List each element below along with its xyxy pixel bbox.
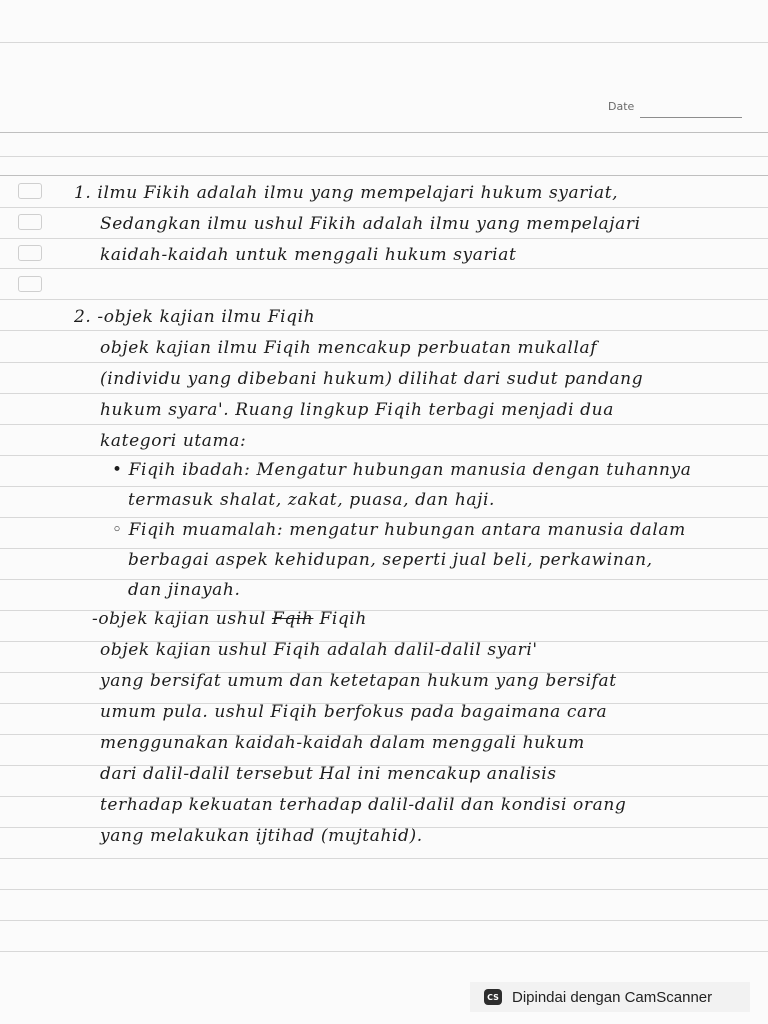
ushul-heading-struck-word: Fqih — [271, 609, 314, 629]
point2-heading: 2. -objek kajian ilmu Fiqih — [74, 307, 316, 327]
margin-box — [18, 214, 42, 230]
ruled-line — [0, 393, 768, 394]
ushul-heading-prefix: -objek kajian ushul — [92, 609, 266, 629]
bullet-muamalah-line: berbagai aspek kehidupan, seperti jual beli, perkawinan, — [128, 550, 653, 570]
ushul-heading — [92, 609, 367, 629]
ruled-line — [0, 424, 768, 425]
point2-body-line: hukum syara'. Ruang lingkup Fiqih terbagi menjadi dua — [100, 400, 614, 420]
ruled-line — [0, 175, 768, 176]
date-label: Date — [608, 100, 635, 113]
ushul-body-line: objek kajian ushul Fiqih adalah dalil-dalil syari' — [100, 640, 538, 660]
ruled-line — [0, 858, 768, 859]
ruled-line — [0, 362, 768, 363]
margin-box — [18, 245, 42, 261]
ruled-line — [0, 951, 768, 952]
ruled-line — [0, 268, 768, 269]
margin-box — [18, 276, 42, 292]
ushul-body-line: terhadap kekuatan terhadap dalil-dalil dan kondisi orang — [100, 795, 627, 815]
margin-box — [18, 183, 42, 199]
ruled-line — [0, 455, 768, 456]
ruled-line — [0, 330, 768, 331]
ushul-body-line: yang melakukan ijtihad (mujtahid). — [100, 826, 423, 846]
ruled-line — [0, 517, 768, 518]
ushul-heading-suffix: Fiqih — [319, 609, 367, 629]
bullet-muamalah-line: ◦ Fiqih muamalah: mengatur hubungan antara manusia dalam — [112, 520, 686, 540]
point1-line: kaidah-kaidah untuk menggali hukum syariat — [100, 245, 517, 265]
ruled-line — [0, 238, 768, 239]
bullet-ibadah-line: termasuk shalat, zakat, puasa, dan haji. — [128, 490, 496, 510]
bullet-muamalah-line: dan jinayah. — [128, 580, 241, 600]
ruled-line — [0, 207, 768, 208]
ruled-line — [0, 920, 768, 921]
ushul-body-line: yang bersifat umum dan ketetapan hukum yang bersifat — [100, 671, 617, 691]
ruled-line — [0, 299, 768, 300]
date-underline — [640, 117, 742, 118]
ruled-line — [0, 579, 768, 580]
ushul-body-line: umum pula. ushul Fiqih berfokus pada bagaimana cara — [100, 702, 608, 722]
ushul-body-line: dari dalil-dalil tersebut Hal ini mencakup analisis — [100, 764, 557, 784]
ruled-line — [0, 889, 768, 890]
point2-body-line: (individu yang dibebani hukum) dilihat dari sudut pandang — [100, 369, 644, 389]
point2-body-line: kategori utama: — [100, 431, 247, 451]
cs-logo-icon: CS — [484, 989, 502, 1005]
point2-body-line: objek kajian ilmu Fiqih mencakup perbuatan mukallaf — [100, 338, 598, 358]
ruled-line — [0, 156, 768, 157]
camscanner-badge — [470, 982, 750, 1012]
point1-line: Sedangkan ilmu ushul Fikih adalah ilmu yang mempelajari — [100, 214, 641, 234]
ruled-line — [0, 548, 768, 549]
camscanner-label: Dipindai dengan CamScanner — [512, 988, 713, 1006]
ruled-line — [0, 132, 768, 133]
point1-line: 1. ilmu Fikih adalah ilmu yang mempelajari hukum syariat, — [74, 183, 619, 203]
ruled-line — [0, 486, 768, 487]
bullet-ibadah-line: • Fiqih ibadah: Mengatur hubungan manusia dengan tuhannya — [112, 460, 692, 480]
ruled-line — [0, 42, 768, 43]
ushul-body-line: menggunakan kaidah-kaidah dalam menggali hukum — [100, 733, 585, 753]
